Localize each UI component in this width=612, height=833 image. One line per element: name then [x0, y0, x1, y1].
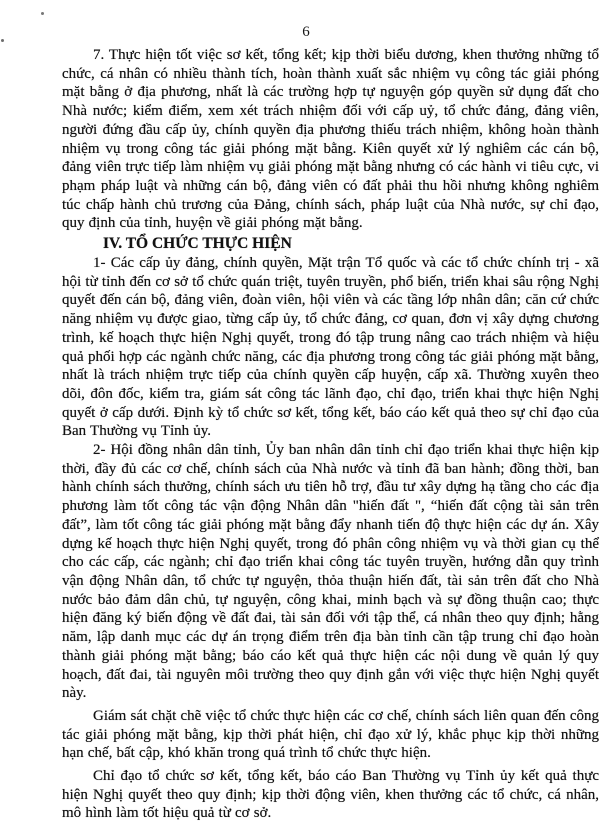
paragraph-iv-2: 2- Hội đồng nhân dân tỉnh, Ủy ban nhân dân tỉnh chỉ đạo triển khai thực hiện kịp thời, đầy đủ các cơ chế, chính sách của Nhà nước và tỉnh đã ban hành; đồng thời, ban hành chính sách thưởng, chính sách ưu tiên hỗ trợ, đầu tư xây dựng hạ tầng cho các địa phương làm tốt công tác vận động Nhân dân "hiến đất ", “hiến đất cộng tài sản trên đất”, làm tốt công tác giải phóng mặt bằng đẩy nhanh tiến độ thực hiện các dự án. Xây dựng kế hoạch thực hiện Nghị quyết, trong đó phân công nhiệm vụ và thời gian cụ thể cho các cấp, các ngành; chỉ đạo triển khai công tác tuyên truyền, hướng dẫn quy trình vận động Nhân dân, tổ chức tự nguyện, thỏa thuận hiến đất, tài sản trên đất cho Nhà nước bảo đảm dân chủ, tự nguyện, công khai, minh bạch và sự đồng thuận cao; thực hiện đăng ký biến động về đất đai, tài sản đối với tập thể, cá nhân theo quy định; hằng năm, lập danh mục các dự án trọng điểm trên địa bàn tỉnh cần tập trung chỉ đạo hoàn thành giải phóng mặt bằng; báo cáo kết quả thực hiện các nội dung về quản lý quy hoạch, đất đai, tài nguyên môi trường theo quy định gắn với việc thực hiện Nghị quyết này.	[62, 442, 599, 702]
paragraph-supervise: Giám sát chặt chẽ việc tổ chức thực hiện các cơ chế, chính sách liên quan đến công tác giải phóng mặt bằng, kịp thời phát hiện, chỉ đạo xử lý, khắc phục kịp thời những hạn chế, bất cập, khó khăn trong quá trình tổ chức thực hiện.	[62, 707, 599, 762]
paragraph-iv-1: 1- Các cấp ủy đảng, chính quyền, Mặt trận Tổ quốc và các tổ chức chính trị - xã hội từ tỉnh đến cơ sở tổ chức quán triệt, tuyên truyền, phổ biến, triển khai sâu rộng Nghị quyết đến cán bộ, đảng viên, đoàn viên, hội viên và các tầng lớp nhân dân; căn cứ chức năng nhiệm vụ được giao, từng cấp ủy, tổ chức đảng, cơ quan, đơn vị xây dựng chương trình, kế hoạch thực hiện Nghị quyết, trong đó tập trung nâng cao trách nhiệm và hiệu quả phối hợp các ngành chức năng, các địa phương trong công tác giải phóng mặt bằng, nhất là trách nhiệm trực tiếp của chính quyền cấp huyện, cấp xã. Thường xuyên theo dõi, đôn đốc, kiểm tra, giám sát công tác lãnh đạo, chỉ đạo, triển khai thực hiện Nghị quyết ở cấp dưới. Định kỳ tổ chức sơ kết, tổng kết, báo cáo kết quả theo sự chỉ đạo của Ban Thường vụ Tỉnh ủy.	[62, 255, 599, 440]
paragraph-direct: Chỉ đạo tổ chức sơ kết, tổng kết, báo cáo Ban Thường vụ Tỉnh ủy kết quả thực hiện Nghị quyết theo quy định; kịp thời động viên, khen thưởng các tổ chức, cá nhân, mô hình làm tốt hiệu quả từ cơ sở.	[62, 768, 599, 822]
document-body	[62, 46, 599, 823]
scan-speck	[41, 12, 44, 15]
paragraph-7: 7. Thực hiện tốt việc sơ kết, tổng kết; kịp thời biểu dương, khen thưởng những tổ chức, cá nhân có nhiều thành tích, hoàn thành xuất sắc nhiệm vụ công tác giải phóng mặt bằng ở địa phương, nhất là các trường hợp tự nguyện góp quyền sử dụng đất cho Nhà nước; kiểm điểm, xem xét trách nhiệm đối với cấp uỷ, tổ chức đảng, đảng viên, người đứng đầu cấp ủy, chính quyền địa phương thiếu trách nhiệm, không hoàn thành nhiệm vụ trong công tác giải phóng mặt bằng. Kiên quyết xử lý nghiêm các cán bộ, đảng viên trực tiếp làm nhiệm vụ giải phóng mặt bằng nhưng có các hành vi tiêu cực, vi phạm pháp luật và những cán bộ, đảng viên có đất phải thu hồi nhưng không nghiêm túc chấp hành chủ trương của Đảng, chính sách, pháp luật của Nhà nước, sự chỉ đạo, quy định của tỉnh, huyện về giải phóng mặt bằng.	[62, 47, 599, 232]
section-heading-iv: IV. TỔ CHỨC THỰC HIỆN	[103, 235, 292, 253]
page-number: 6	[302, 24, 310, 40]
